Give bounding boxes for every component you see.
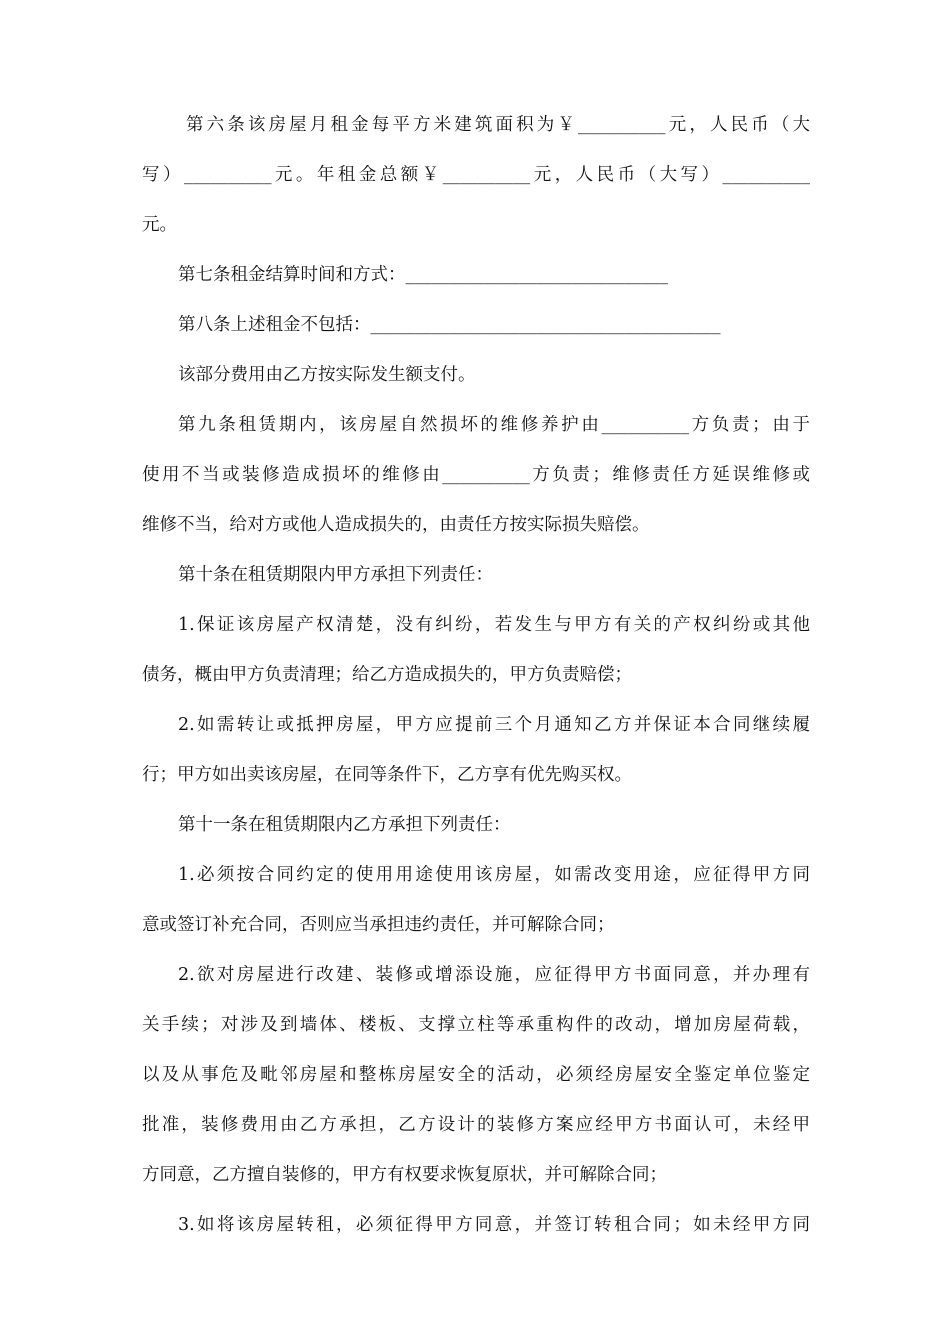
article-10-item-1-line-1: 1.保证该房屋产权清楚，没有纠纷，若发生与甲方有关的产权纠纷或其他 [178,615,810,635]
article-6-line-3: 元。 [142,215,177,235]
article-11-item-2-line-1: 2.欲对房屋进行改建、装修或增添设施，应征得甲方书面同意，并办理有 [178,965,810,985]
article-11-item-2-line-2: 关手续；对涉及到墙体、楼板、支撑立柱等承重构件的改动，增加房屋荷载， [142,1015,810,1035]
article-9-line-2: 使用不当或装修造成损坏的维修由__________方负责；维修责任方延误维修或 [142,465,810,485]
article-9-line-3: 维修不当，给对方或他人造成损失的，由责任方按实际损失赔偿。 [142,515,650,535]
article-11-item-2-line-4: 批准，装修费用由乙方承担，乙方设计的装修方案应经甲方书面认可，未经甲 [142,1115,810,1135]
article-11-item-1-line-2: 意或签订补充合同，否则应当承担违约责任，并可解除合同； [142,915,615,935]
article-8-note: 该部分费用由乙方按实际发生额支付。 [178,365,476,385]
article-11-item-2-line-3: 以及从事危及毗邻房屋和整栋房屋安全的活动，必须经房屋安全鉴定单位鉴定 [142,1065,810,1085]
article-10-item-2-line-2: 行；甲方如出卖该房屋，在同等条件下，乙方享有优先购买权。 [142,765,632,785]
article-6-line-2: 写）__________元。年租金总额￥__________元，人民币（大写）__________ [142,165,810,185]
article-7: 第七条租金结算时间和方式：______________________________ [178,265,668,285]
article-9-line-1: 第九条租赁期内，该房屋自然损坏的维修养护由__________方负责；由于 [178,415,810,435]
article-8: 第八条上述租金不包括：________________________________________ [178,315,721,335]
article-6-line-1: 第六条该房屋月租金每平方米建筑面积为￥__________元，人民币（大 [186,115,810,135]
article-10-item-2-line-1: 2.如需转让或抵押房屋，甲方应提前三个月通知乙方并保证本合同继续履 [178,715,810,735]
article-10-item-1-line-2: 债务，概由甲方负责清理；给乙方造成损失的，甲方负责赔偿； [142,665,632,685]
article-11-item-3-line-1: 3.如将该房屋转租，必须征得甲方同意，并签订转租合同；如未经甲方同 [178,1215,810,1235]
article-10-heading: 第十条在租赁期限内甲方承担下列责任： [178,565,493,585]
article-11-item-1-line-1: 1.必须按合同约定的使用用途使用该房屋，如需改变用途，应征得甲方同 [178,865,810,885]
article-11-item-2-line-5: 方同意，乙方擅自装修的，甲方有权要求恢复原状，并可解除合同； [142,1165,667,1185]
article-11-heading: 第十一条在租赁期限内乙方承担下列责任： [178,815,511,835]
